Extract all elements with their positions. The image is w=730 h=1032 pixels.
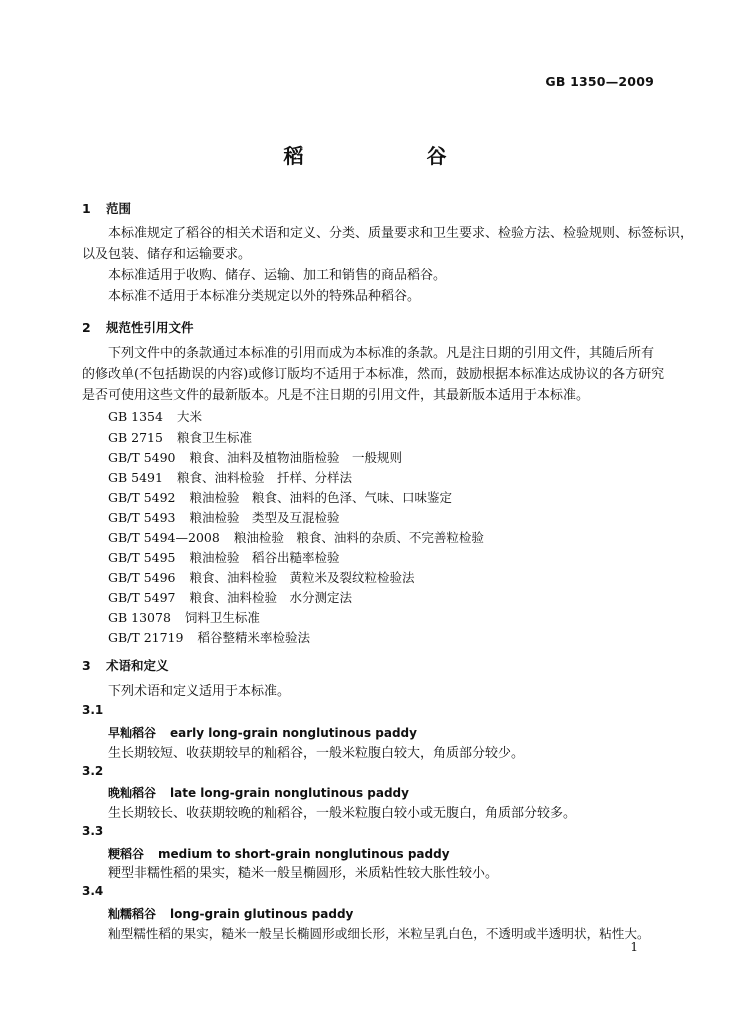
reference-code: GB 5491 [108, 470, 163, 485]
reference-item [108, 588, 352, 606]
section-2-heading [82, 318, 194, 336]
reference-code: GB 2715 [108, 430, 163, 445]
standard-code: GB 1350—2009 [545, 74, 654, 89]
reference-name: 粮油检验 稻谷出糙率检验 [189, 550, 340, 565]
reference-name: 粮油检验 粮食、油料的色泽、气味、口味鉴定 [189, 490, 453, 505]
clause-number: 3.2 [82, 764, 104, 778]
paragraph: 本标准规定了稻谷的相关术语和定义、分类、质量要求和卫生要求、检验方法、检验规则、标签标识， [108, 226, 694, 241]
reference-item [108, 488, 452, 506]
reference-code: GB/T 21719 [108, 630, 184, 645]
paragraph: 本标准不适用于本标准分类规定以外的特殊品种稻谷。 [108, 289, 421, 304]
term-heading [108, 724, 417, 741]
reference-name: 大米 [176, 409, 202, 424]
reference-code: GB/T 5493 [108, 510, 176, 525]
term-en: late long-grain nonglutinous paddy [170, 786, 409, 800]
term-en: medium to short-grain nonglutinous paddy [158, 847, 450, 861]
term-heading [108, 845, 450, 862]
reference-item [108, 407, 202, 425]
term-definition: 粳型非糯性稻的果实，糙米一般呈椭圆形，米质粘性较大胀性较小。 [108, 866, 499, 881]
reference-name: 稻谷整精米率检验法 [197, 630, 310, 645]
reference-item [108, 608, 260, 626]
reference-code: GB/T 5495 [108, 550, 176, 565]
reference-item [108, 448, 402, 466]
term-definition: 生长期较长、收获期较晚的籼稻谷，一般米粒腹白较小或无腹白，角质部分较多。 [108, 806, 577, 821]
paragraph: 本标准适用于收购、储存、运输、加工和销售的商品稻谷。 [108, 268, 447, 283]
section-1-heading [82, 199, 131, 217]
reference-name: 粮食、油料检验 扦样、分样法 [176, 470, 352, 485]
clause-number: 3.1 [82, 703, 104, 717]
reference-item [108, 468, 352, 486]
document-title: 稻 谷 [283, 144, 505, 168]
section-title: 术语和定义 [106, 658, 169, 673]
reference-code: GB 13078 [108, 610, 171, 625]
reference-item [108, 568, 415, 586]
reference-code: GB/T 5494—2008 [108, 530, 220, 545]
section-number: 3 [82, 658, 91, 673]
reference-item [108, 548, 340, 566]
section-title: 范围 [106, 201, 132, 216]
reference-name: 饲料卫生标准 [184, 610, 260, 625]
term-zh: 籼糯稻谷 [108, 907, 157, 921]
term-heading [108, 784, 409, 801]
reference-name: 粮食卫生标准 [176, 430, 252, 445]
reference-code: GB 1354 [108, 409, 163, 424]
term-zh: 晚籼稻谷 [108, 786, 157, 800]
section-title: 规范性引用文件 [106, 320, 194, 335]
section-number: 1 [82, 201, 91, 216]
reference-item [108, 428, 252, 446]
paragraph: 是否可使用这些文件的最新版本。凡是不注日期的引用文件，其最新版本适用于本标准。 [82, 388, 590, 403]
reference-name: 粮油检验 类型及互混检验 [189, 510, 340, 525]
term-zh: 粳稻谷 [108, 847, 145, 861]
reference-code: GB/T 5492 [108, 490, 176, 505]
paragraph: 下列术语和定义适用于本标准。 [108, 684, 291, 699]
paragraph: 的修改单(不包括勘误的内容)或修订版均不适用于本标准，然而，鼓励根据本标准达成协议的各方研究 [82, 367, 665, 382]
clause-number: 3.4 [82, 884, 104, 898]
reference-code: GB/T 5497 [108, 590, 176, 605]
paragraph: 下列文件中的条款通过本标准的引用而成为本标准的条款。凡是注日期的引用文件，其随后所有 [108, 346, 655, 361]
term-en: early long-grain nonglutinous paddy [170, 726, 417, 740]
term-heading [108, 905, 353, 922]
term-en: long-grain glutinous paddy [170, 907, 354, 921]
reference-name: 粮食、油料检验 黄粒米及裂纹粒检验法 [189, 570, 415, 585]
reference-name: 粮油检验 粮食、油料的杂质、不完善粒检验 [233, 530, 484, 545]
page-number: 1 [630, 940, 638, 954]
section-number: 2 [82, 320, 91, 335]
reference-name: 粮食、油料及植物油脂检验 一般规则 [189, 450, 403, 465]
term-definition: 生长期较短、收获期较早的籼稻谷，一般米粒腹白较大，角质部分较少。 [108, 746, 525, 761]
reference-item [108, 528, 484, 546]
reference-name: 粮食、油料检验 水分测定法 [189, 590, 353, 605]
term-zh: 早籼稻谷 [108, 726, 157, 740]
reference-code: GB/T 5496 [108, 570, 176, 585]
reference-item [108, 508, 340, 526]
term-definition: 籼型糯性稻的果实，糙米一般呈长椭圆形或细长形，米粒呈乳白色，不透明或半透明状，粘性大。 [108, 926, 650, 941]
reference-code: GB/T 5490 [108, 450, 176, 465]
clause-number: 3.3 [82, 824, 104, 838]
section-3-heading [82, 656, 169, 674]
reference-item [108, 628, 310, 646]
paragraph: 以及包装、储存和运输要求。 [82, 247, 252, 262]
